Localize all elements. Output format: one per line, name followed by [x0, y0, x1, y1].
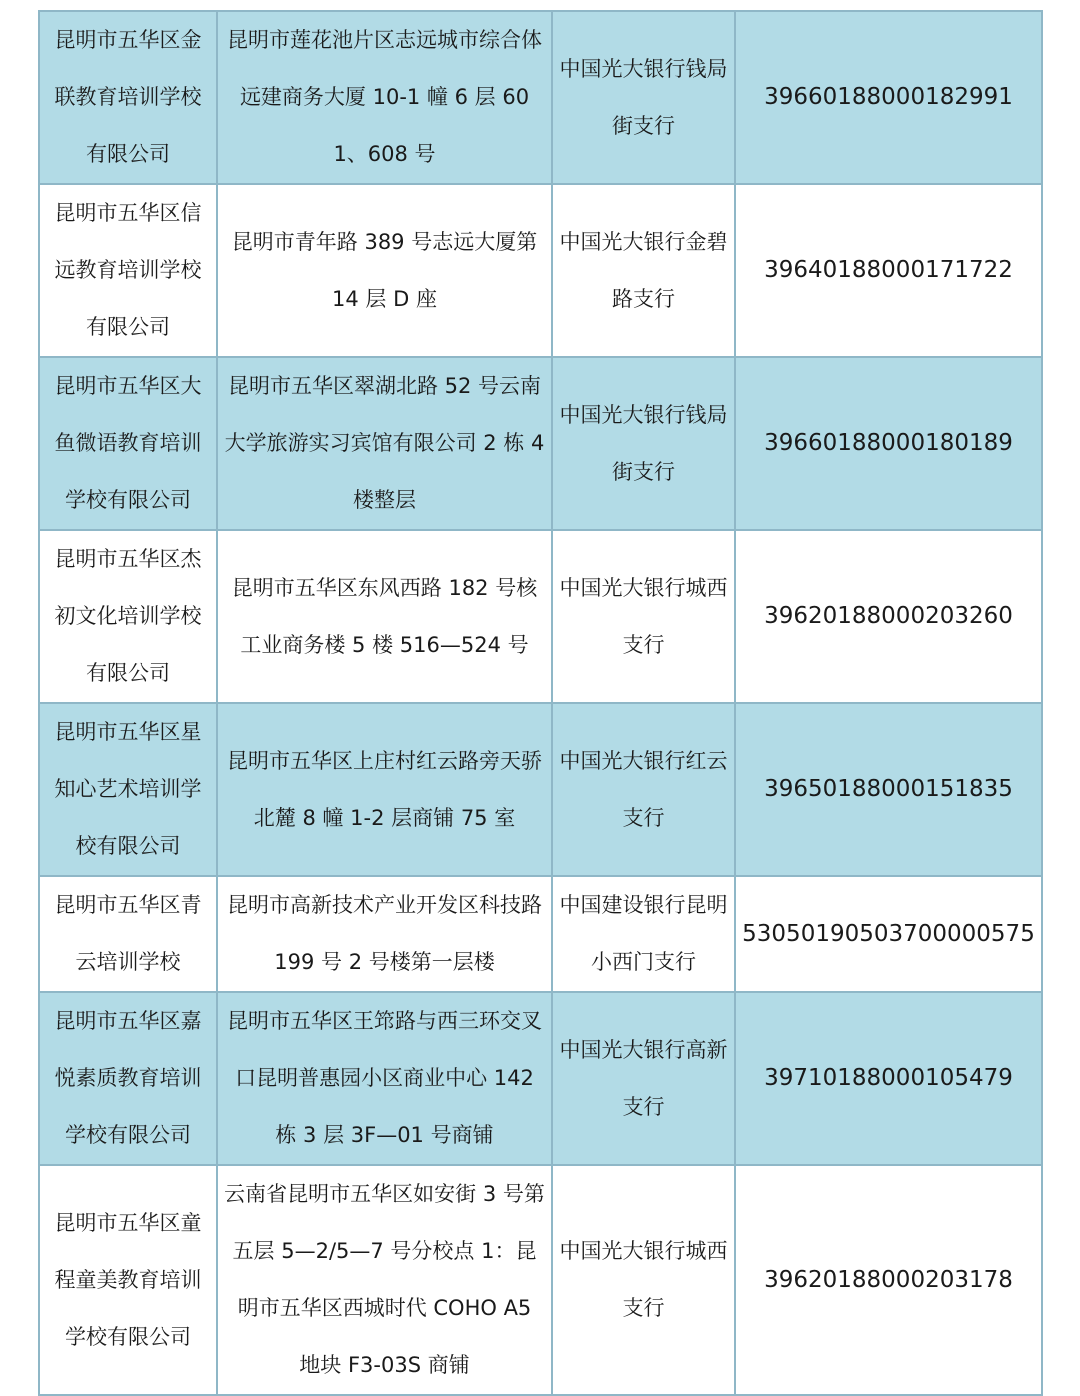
- table-row: [39, 703, 1042, 876]
- account-number-cell: 39710188000105479: [735, 992, 1042, 1165]
- account-number-cell: 39660188000182991: [735, 11, 1042, 184]
- account-number-cell: 39650188000151835: [735, 703, 1042, 876]
- school-name-cell: 昆明市五华区大鱼微语教育培训学校有限公司: [39, 357, 217, 530]
- address-cell: 云南省昆明市五华区如安街 3 号第五层 5—2/5—7 号分校点 1：昆明市五华区西城时代 COHO A5 地块 F3-03S 商铺: [217, 1165, 552, 1395]
- bank-cell: 中国光大银行高新支行: [552, 992, 735, 1165]
- account-number-cell: 39640188000171722: [735, 184, 1042, 357]
- bank-cell: 中国光大银行钱局街支行: [552, 357, 735, 530]
- address-cell: 昆明市高新技术产业开发区科技路 199 号 2 号楼第一层楼: [217, 876, 552, 992]
- table-row: [39, 530, 1042, 703]
- account-number-cell: 39660188000180189: [735, 357, 1042, 530]
- school-name-cell: 昆明市五华区青云培训学校: [39, 876, 217, 992]
- address-cell: 昆明市五华区东风西路 182 号核工业商务楼 5 楼 516—524 号: [217, 530, 552, 703]
- bank-cell: 中国光大银行城西支行: [552, 530, 735, 703]
- address-cell: 昆明市五华区上庄村红云路旁天骄北麓 8 幢 1-2 层商铺 75 室: [217, 703, 552, 876]
- school-name-cell: 昆明市五华区星知心艺术培训学校有限公司: [39, 703, 217, 876]
- table-row: [39, 11, 1042, 184]
- bank-cell: 中国建设银行昆明小西门支行: [552, 876, 735, 992]
- table-row: [39, 876, 1042, 992]
- table-row: [39, 184, 1042, 357]
- table-row: [39, 1165, 1042, 1395]
- account-number-cell: 39620188000203178: [735, 1165, 1042, 1395]
- school-name-cell: 昆明市五华区信远教育培训学校有限公司: [39, 184, 217, 357]
- school-name-cell: 昆明市五华区嘉悦素质教育培训学校有限公司: [39, 992, 217, 1165]
- bank-cell: 中国光大银行城西支行: [552, 1165, 735, 1395]
- account-number-cell: 39620188000203260: [735, 530, 1042, 703]
- table-row: [39, 992, 1042, 1165]
- account-number-cell: 53050190503700000575: [735, 876, 1042, 992]
- school-name-cell: 昆明市五华区金联教育培训学校有限公司: [39, 11, 217, 184]
- school-bank-account-table: [38, 10, 1043, 1396]
- school-name-cell: 昆明市五华区杰初文化培训学校有限公司: [39, 530, 217, 703]
- address-cell: 昆明市五华区王筇路与西三环交叉口昆明普惠园小区商业中心 142 栋 3 层 3F—01 号商铺: [217, 992, 552, 1165]
- bank-cell: 中国光大银行钱局街支行: [552, 11, 735, 184]
- address-cell: 昆明市五华区翠湖北路 52 号云南大学旅游实习宾馆有限公司 2 栋 4 楼整层: [217, 357, 552, 530]
- address-cell: 昆明市莲花池片区志远城市综合体远建商务大厦 10-1 幢 6 层 601、608 号: [217, 11, 552, 184]
- bank-cell: 中国光大银行金碧路支行: [552, 184, 735, 357]
- school-name-cell: 昆明市五华区童程童美教育培训学校有限公司: [39, 1165, 217, 1395]
- bank-cell: 中国光大银行红云支行: [552, 703, 735, 876]
- table-row: [39, 357, 1042, 530]
- address-cell: 昆明市青年路 389 号志远大厦第 14 层 D 座: [217, 184, 552, 357]
